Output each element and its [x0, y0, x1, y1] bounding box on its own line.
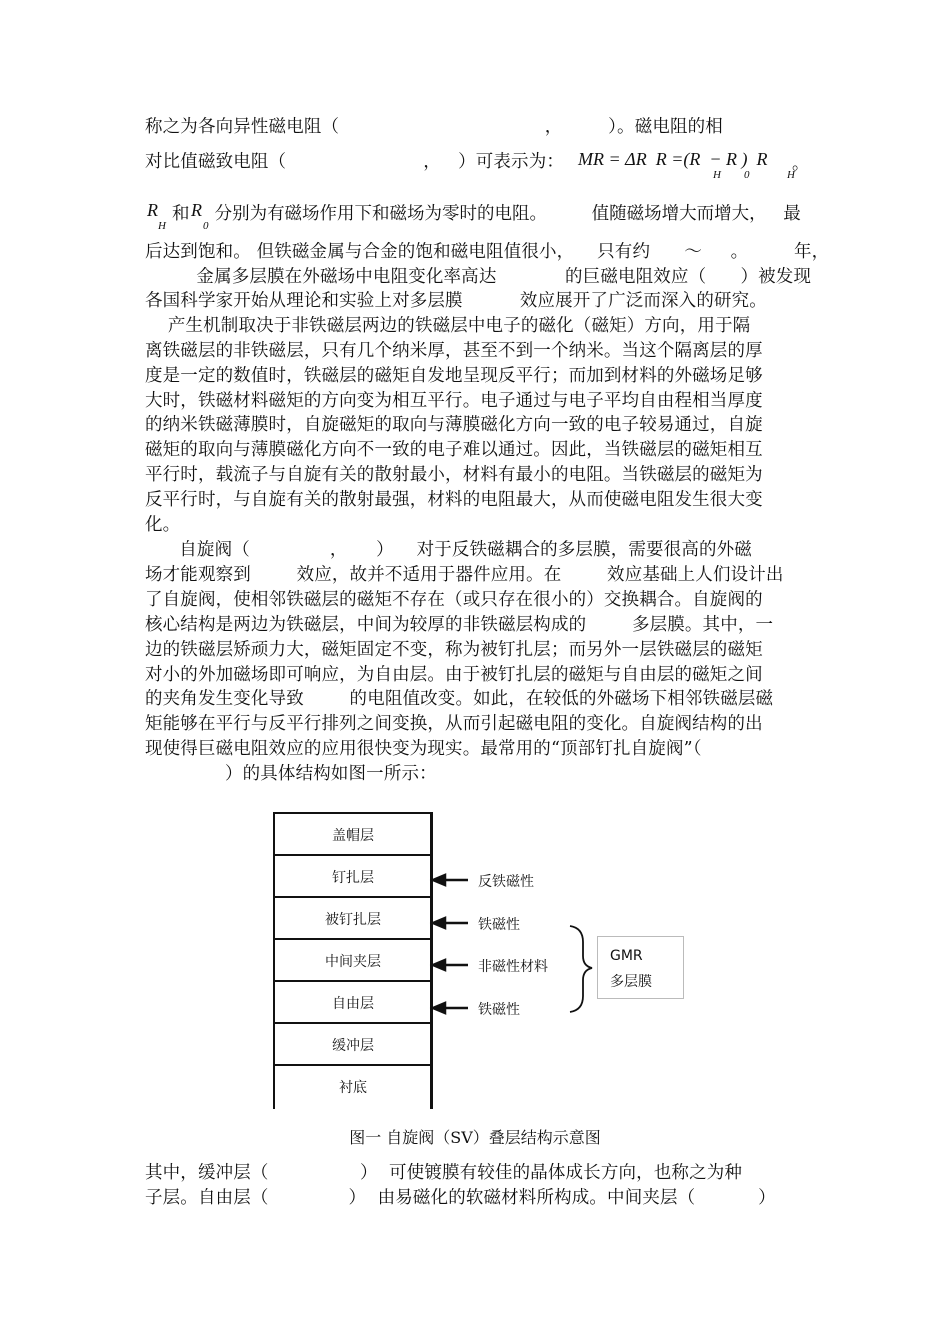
brace-icon	[570, 926, 592, 1012]
text-line-12: 磁矩的取向与薄膜磁化方向不一致的电子难以通过。因此，当铁磁层的磁矩相互	[145, 440, 763, 460]
text-line-18: 了自旋阀，使相邻铁磁层的磁矩不存在（或只存在很小的）交换耦合。自旋阀的	[145, 590, 763, 610]
figure-caption: 图一 自旋阀（SV）叠层结构示意图	[349, 1128, 601, 1147]
text-line-21: 对小的外加磁场即可响应，为自由层。由于被钉扎层的磁矩与自由层的磁矩之间	[145, 665, 763, 685]
layer-capping: 盖帽层	[275, 815, 431, 856]
and-text: 和	[172, 204, 190, 224]
text-line-16: 自旋阀（ ， ） 对于反铁磁耦合的多层膜，需要很高的外磁	[145, 540, 752, 560]
r-0-symbol: R	[191, 200, 202, 220]
text-after-2: 子层。自由层（ ） 由易磁化的软磁材料所构成。中间夹层（ ）	[145, 1188, 776, 1208]
formula-sub-h2: H	[787, 169, 795, 181]
text-line-11: 的纳米铁磁薄膜时，自旋磁矩的取向与薄膜磁化方向一致的电子较易通过，自旋	[145, 415, 763, 435]
text-line-22: 的夹角发生变化导致 的电阻值改变。如此，在较低的外磁场下相邻铁磁层磁	[145, 689, 774, 709]
arrow-icon	[433, 875, 468, 1013]
formula-main: MR = ΔR R =(R − R ) R	[578, 149, 768, 169]
text-after-1: 其中，缓冲层（ ） 可使镀膜有较佳的晶体成长方向，也称之为种	[145, 1163, 743, 1183]
text-line-6: 各国科学家开始从理论和实验上对多层膜 效应展开了广泛而深入的研究。	[145, 291, 767, 311]
layer-spacer: 中间夹层	[275, 941, 431, 982]
text-line-13: 平行时，载流子与自旋有关的散射最小，材料有最小的电阻。当铁磁层的磁矩为	[145, 465, 763, 485]
gmr-box	[597, 936, 684, 999]
text-line-4: 后达到饱和。 但铁磁金属与合金的饱和磁电阻值很小， 只有约 ～ 。 年，	[145, 242, 830, 262]
text-line-23: 矩能够在平行与反平行排列之间变换，从而引起磁电阻的变化。自旋阀结构的出	[145, 714, 763, 734]
text-line-25: ）的具体结构如图一所示：	[145, 764, 437, 784]
gmr-label: GMR	[610, 948, 643, 964]
annotation-ferromagnetic-top: 铁磁性	[478, 917, 520, 933]
multilayer-label: 多层膜	[610, 974, 652, 990]
text-line-5: 金属多层膜在外磁场中电阻变化率高达 的巨磁电阻效应（ ）被发现	[145, 267, 812, 287]
layer-pinning: 钉扎层	[275, 857, 431, 898]
r-0-subscript: 0	[203, 220, 209, 232]
line3-rest: 分别为有磁场作用下和磁场为零时的电阻。 值随磁场增大而增大， 最	[209, 204, 801, 224]
text-line-8: 离铁磁层的非铁磁层，只有几个纳米厚，甚至不到一个纳米。当这个隔离层的厚	[145, 341, 763, 361]
annotation-ferromagnetic-bottom: 铁磁性	[478, 1002, 520, 1018]
layer-buffer: 缓冲层	[275, 1025, 431, 1066]
text-line-1: 称之为各向异性磁电阻（ ， ）。磁电阻的相	[145, 117, 723, 137]
formula-sub-0: 0	[744, 169, 750, 181]
layer-free: 自由层	[275, 983, 431, 1024]
layer-substrate: 衬底	[339, 1079, 367, 1096]
text-line-19: 核心结构是两边为铁磁层，中间为较厚的非铁磁层构成的 多层膜。其中，一	[145, 615, 774, 635]
text-line-24: 现使得巨磁电阻效应的应用很快变为现实。最常用的“顶部钉扎自旋阀”（	[145, 739, 702, 759]
text-line-2: 对比值磁致电阻（ ， ）可表示为：	[145, 152, 564, 172]
text-line-7: 产生机制取决于非铁磁层两边的铁磁层中电子的磁化（磁矩）方向，用于隔	[145, 316, 751, 336]
formula-sub-h1: H	[713, 169, 721, 181]
layer-pinned: 被钉扎层	[275, 899, 431, 940]
annotation-antiferromagnetic: 反铁磁性	[478, 874, 534, 890]
r-h-symbol: R	[147, 200, 158, 220]
r-h-subscript: H	[158, 220, 166, 232]
formula-end: 。	[792, 154, 809, 174]
text-line-10: 大时，铁磁材料磁矩的方向变为相互平行。电子通过与电子平均自由程相当厚度	[145, 391, 763, 411]
annotation-nonmagnetic: 非磁性材料	[478, 959, 548, 975]
text-line-20: 边的铁磁层矫顽力大，磁矩固定不变，称为被钉扎层；而另外一层铁磁层的磁矩	[145, 640, 763, 660]
text-line-14: 反平行时，与自旋有关的散射最强，材料的电阻最大，从而使磁电阻发生很大变	[145, 490, 763, 510]
text-line-17: 场才能观察到 效应，故并不适用于器件应用。在 效应基础上人们设计出	[145, 565, 784, 585]
text-line-15: 化。	[145, 515, 181, 535]
text-line-9: 度是一定的数值时，铁磁层的磁矩自发地呈现反平行；而加到材料的外磁场足够	[145, 366, 763, 386]
